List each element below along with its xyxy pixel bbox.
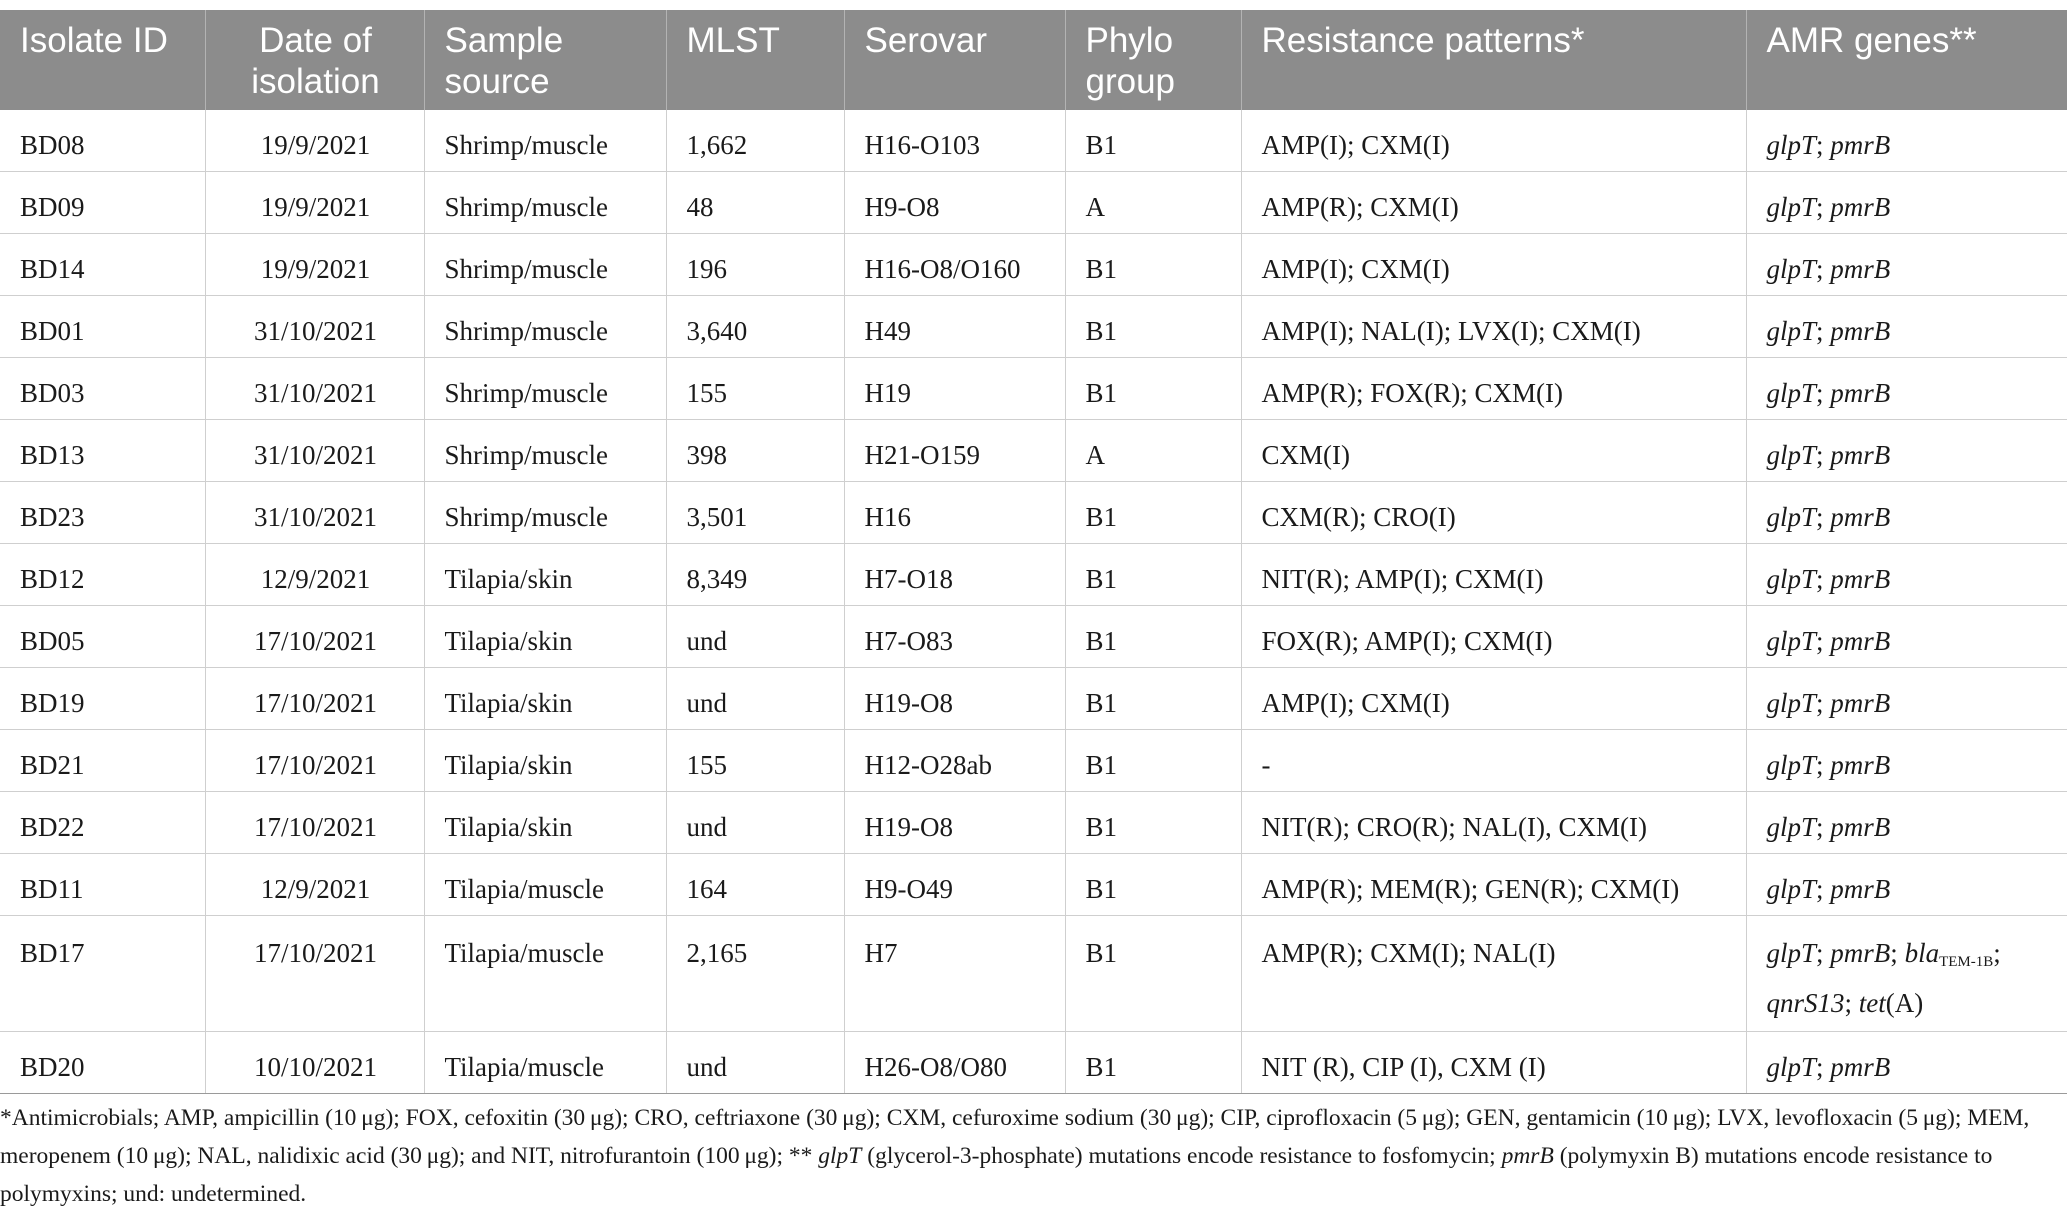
gene-pmrb: pmrB [1830, 688, 1891, 718]
gene-tet-suffix: (A) [1885, 988, 1924, 1018]
gene-pmrb: pmrB [1830, 626, 1891, 656]
header-isolate-id: Isolate ID [0, 10, 205, 110]
gene-pmrb: pmrB [1830, 440, 1891, 470]
cell-serovar: H16 [844, 482, 1065, 544]
cell-isolate-id: BD20 [0, 1032, 205, 1094]
cell-source: Shrimp/muscle [424, 110, 666, 172]
gene-separator: ; [1816, 626, 1831, 656]
cell-resistance: CXM(R); CRO(I) [1241, 482, 1746, 544]
cell-isolate-id: BD23 [0, 482, 205, 544]
data-table-container [0, 10, 2067, 1094]
cell-amr-genes [1746, 792, 2067, 854]
gene-glpt: glpT [1766, 254, 1817, 284]
cell-source: Tilapia/skin [424, 730, 666, 792]
cell-date: 31/10/2021 [205, 358, 424, 420]
gene-glpt: glpT [1766, 378, 1817, 408]
gene-bla-subscript: TEM-1B [1939, 954, 1994, 970]
cell-isolate-id: BD12 [0, 544, 205, 606]
gene-separator: ; [1816, 688, 1831, 718]
cell-serovar: H21-O159 [844, 420, 1065, 482]
cell-resistance: AMP(R); CXM(I); NAL(I) [1241, 916, 1746, 1032]
gene-separator: ; [1816, 750, 1831, 780]
gene-glpt: glpT [1766, 502, 1817, 532]
cell-phylo-group: B1 [1065, 544, 1241, 606]
header-sample-source: Sample source [424, 10, 666, 110]
cell-date: 17/10/2021 [205, 792, 424, 854]
gene-separator: ; [1816, 378, 1831, 408]
cell-resistance: AMP(R); CXM(I) [1241, 172, 1746, 234]
gene-glpt: glpT [1766, 564, 1817, 594]
cell-isolate-id: BD05 [0, 606, 205, 668]
cell-mlst: 155 [666, 358, 844, 420]
cell-date: 12/9/2021 [205, 854, 424, 916]
cell-date: 31/10/2021 [205, 296, 424, 358]
cell-phylo-group: B1 [1065, 730, 1241, 792]
cell-date: 19/9/2021 [205, 234, 424, 296]
table-row [0, 420, 2067, 482]
gene-separator: ; [1816, 938, 1831, 968]
table-row [0, 792, 2067, 854]
cell-amr-genes [1746, 916, 2067, 1032]
gene-pmrb: pmrB [1830, 750, 1891, 780]
cell-date: 19/9/2021 [205, 172, 424, 234]
cell-amr-genes [1746, 1032, 2067, 1094]
cell-isolate-id: BD13 [0, 420, 205, 482]
cell-amr-genes [1746, 482, 2067, 544]
cell-source: Tilapia/skin [424, 792, 666, 854]
cell-source: Tilapia/muscle [424, 916, 666, 1032]
gene-pmrb: pmrB [1830, 502, 1891, 532]
cell-serovar: H9-O8 [844, 172, 1065, 234]
cell-date: 10/10/2021 [205, 1032, 424, 1094]
cell-isolate-id: BD17 [0, 916, 205, 1032]
gene-pmrb: pmrB [1830, 812, 1891, 842]
cell-source: Shrimp/muscle [424, 420, 666, 482]
gene-separator: ; [1816, 316, 1831, 346]
cell-serovar: H19-O8 [844, 668, 1065, 730]
gene-glpt: glpT [1766, 812, 1817, 842]
cell-source: Shrimp/muscle [424, 234, 666, 296]
gene-separator: ; [1816, 564, 1831, 594]
table-footnote [0, 1099, 2040, 1213]
gene-qnrs13: qnrS13 [1766, 988, 1845, 1018]
cell-amr-genes [1746, 172, 2067, 234]
table-row [0, 730, 2067, 792]
gene-glpt: glpT [1766, 750, 1817, 780]
table-body [0, 110, 2067, 1094]
cell-phylo-group: B1 [1065, 606, 1241, 668]
cell-serovar: H19 [844, 358, 1065, 420]
cell-mlst: und [666, 606, 844, 668]
header-resistance-patterns: Resistance patterns* [1241, 10, 1746, 110]
cell-amr-genes [1746, 544, 2067, 606]
cell-resistance: NIT(R); CRO(R); NAL(I), CXM(I) [1241, 792, 1746, 854]
header-serovar: Serovar [844, 10, 1065, 110]
gene-glpt: glpT [1766, 440, 1817, 470]
cell-amr-genes [1746, 606, 2067, 668]
gene-pmrb: pmrB [1830, 192, 1891, 222]
gene-glpt: glpT [1766, 874, 1817, 904]
cell-mlst: 398 [666, 420, 844, 482]
cell-phylo-group: B1 [1065, 792, 1241, 854]
gene-bla: bla [1904, 938, 1940, 968]
gene-glpt: glpT [1766, 626, 1817, 656]
gene-separator: ; [1816, 874, 1831, 904]
gene-separator: ; [1816, 812, 1831, 842]
cell-amr-genes [1746, 420, 2067, 482]
cell-isolate-id: BD09 [0, 172, 205, 234]
cell-resistance: AMP(R); MEM(R); GEN(R); CXM(I) [1241, 854, 1746, 916]
gene-separator: ; [1844, 988, 1859, 1018]
gene-separator: ; [1816, 1052, 1831, 1082]
gene-glpt: glpT [1766, 1052, 1817, 1082]
cell-serovar: H7-O18 [844, 544, 1065, 606]
cell-mlst: 1,662 [666, 110, 844, 172]
gene-pmrb: pmrB [1830, 378, 1891, 408]
cell-mlst: 196 [666, 234, 844, 296]
header-row [0, 10, 2067, 110]
cell-isolate-id: BD21 [0, 730, 205, 792]
gene-pmrb: pmrB [1830, 938, 1891, 968]
gene-separator: ; [1816, 130, 1831, 160]
cell-phylo-group: B1 [1065, 668, 1241, 730]
cell-date: 17/10/2021 [205, 668, 424, 730]
footnote-glpt: glpT [818, 1143, 862, 1169]
gene-glpt: glpT [1766, 192, 1817, 222]
table-row [0, 172, 2067, 234]
cell-amr-genes [1746, 234, 2067, 296]
cell-date: 12/9/2021 [205, 544, 424, 606]
cell-amr-genes [1746, 854, 2067, 916]
cell-source: Tilapia/skin [424, 606, 666, 668]
cell-isolate-id: BD03 [0, 358, 205, 420]
cell-phylo-group: B1 [1065, 296, 1241, 358]
header-date-of-isolation: Date of isolation [205, 10, 424, 110]
cell-amr-genes [1746, 668, 2067, 730]
cell-phylo-group: A [1065, 172, 1241, 234]
header-mlst: MLST [666, 10, 844, 110]
gene-pmrb: pmrB [1830, 874, 1891, 904]
cell-resistance: AMP(I); CXM(I) [1241, 234, 1746, 296]
cell-phylo-group: B1 [1065, 1032, 1241, 1094]
cell-mlst: und [666, 792, 844, 854]
cell-serovar: H26-O8/O80 [844, 1032, 1065, 1094]
cell-amr-genes [1746, 358, 2067, 420]
cell-date: 17/10/2021 [205, 730, 424, 792]
footnote-text [0, 1099, 2040, 1213]
cell-phylo-group: B1 [1065, 854, 1241, 916]
table-row [0, 1032, 2067, 1094]
cell-source: Tilapia/skin [424, 544, 666, 606]
gene-separator: ; [1816, 192, 1831, 222]
gene-separator: ; [1816, 440, 1831, 470]
cell-phylo-group: B1 [1065, 916, 1241, 1032]
cell-source: Shrimp/muscle [424, 296, 666, 358]
table-row [0, 854, 2067, 916]
cell-source: Tilapia/muscle [424, 854, 666, 916]
gene-glpt: glpT [1766, 688, 1817, 718]
cell-phylo-group: B1 [1065, 358, 1241, 420]
table-row [0, 544, 2067, 606]
cell-isolate-id: BD11 [0, 854, 205, 916]
cell-mlst: 2,165 [666, 916, 844, 1032]
cell-phylo-group: A [1065, 420, 1241, 482]
cell-resistance: AMP(R); FOX(R); CXM(I) [1241, 358, 1746, 420]
table-row [0, 110, 2067, 172]
footnote-pmrb: pmrB [1501, 1143, 1554, 1169]
cell-serovar: H16-O8/O160 [844, 234, 1065, 296]
cell-source: Tilapia/muscle [424, 1032, 666, 1094]
cell-serovar: H9-O49 [844, 854, 1065, 916]
cell-serovar: H7-O83 [844, 606, 1065, 668]
table-header [0, 10, 2067, 110]
gene-separator: ; [1993, 938, 2001, 968]
cell-serovar: H7 [844, 916, 1065, 1032]
cell-mlst: 155 [666, 730, 844, 792]
table-row [0, 296, 2067, 358]
cell-resistance: FOX(R); AMP(I); CXM(I) [1241, 606, 1746, 668]
cell-serovar: H19-O8 [844, 792, 1065, 854]
cell-isolate-id: BD14 [0, 234, 205, 296]
gene-pmrb: pmrB [1830, 1052, 1891, 1082]
gene-pmrb: pmrB [1830, 316, 1891, 346]
cell-serovar: H16-O103 [844, 110, 1065, 172]
cell-amr-genes [1746, 110, 2067, 172]
cell-source: Shrimp/muscle [424, 482, 666, 544]
cell-source: Shrimp/muscle [424, 358, 666, 420]
cell-resistance: - [1241, 730, 1746, 792]
gene-separator: ; [1816, 502, 1831, 532]
table-row [0, 234, 2067, 296]
cell-mlst: 164 [666, 854, 844, 916]
gene-pmrb: pmrB [1830, 130, 1891, 160]
cell-isolate-id: BD08 [0, 110, 205, 172]
table-row [0, 358, 2067, 420]
gene-pmrb: pmrB [1830, 254, 1891, 284]
footnote-pmrb-desc: (polymyxin B) mutations encode resistance to polymyxins; und: undetermined. [0, 1143, 1993, 1207]
cell-phylo-group: B1 [1065, 482, 1241, 544]
cell-isolate-id: BD19 [0, 668, 205, 730]
cell-serovar: H49 [844, 296, 1065, 358]
header-amr-genes: AMR genes** [1746, 10, 2067, 110]
gene-glpt: glpT [1766, 938, 1817, 968]
cell-phylo-group: B1 [1065, 110, 1241, 172]
gene-separator: ; [1816, 254, 1831, 284]
cell-mlst: 48 [666, 172, 844, 234]
cell-mlst: und [666, 668, 844, 730]
cell-phylo-group: B1 [1065, 234, 1241, 296]
cell-amr-genes [1746, 730, 2067, 792]
gene-separator: ; [1890, 938, 1905, 968]
isolates-table [0, 10, 2067, 1094]
cell-date: 17/10/2021 [205, 916, 424, 1032]
cell-mlst: 8,349 [666, 544, 844, 606]
cell-source: Shrimp/muscle [424, 172, 666, 234]
gene-tet: tet [1858, 988, 1886, 1018]
cell-isolate-id: BD22 [0, 792, 205, 854]
cell-serovar: H12-O28ab [844, 730, 1065, 792]
footnote-glpt-desc: (glycerol-3-phosphate) mutations encode resistance to fosfomycin; [861, 1143, 1502, 1169]
table-row [0, 916, 2067, 1032]
cell-resistance: AMP(I); NAL(I); LVX(I); CXM(I) [1241, 296, 1746, 358]
cell-date: 19/9/2021 [205, 110, 424, 172]
cell-date: 17/10/2021 [205, 606, 424, 668]
footnote-antimicrobials: *Antimicrobials; AMP, ampicillin (10 μg); FOX, cefoxitin (30 μg); CRO, ceftriaxone (30 μg); CXM, cefuroxime sodium (30 μg); CIP, ciprofloxacin (5 μg); GEN, gentamicin (10 μg); LVX, levofloxacin (5 μg); MEM, meropenem (10 μg); NAL, nalidixic acid (30 μg); and NIT, nitrofurantoin (100 μg); ** [0, 1105, 2030, 1169]
cell-date: 31/10/2021 [205, 420, 424, 482]
table-row [0, 668, 2067, 730]
table-row [0, 606, 2067, 668]
cell-resistance: AMP(I); CXM(I) [1241, 110, 1746, 172]
gene-glpt: glpT [1766, 316, 1817, 346]
gene-pmrb: pmrB [1830, 564, 1891, 594]
cell-resistance: CXM(I) [1241, 420, 1746, 482]
cell-resistance: NIT (R), CIP (I), CXM (I) [1241, 1032, 1746, 1094]
cell-resistance: NIT(R); AMP(I); CXM(I) [1241, 544, 1746, 606]
cell-source: Tilapia/skin [424, 668, 666, 730]
table-row [0, 482, 2067, 544]
header-phylo-group: Phylo group [1065, 10, 1241, 110]
cell-date: 31/10/2021 [205, 482, 424, 544]
gene-glpt: glpT [1766, 130, 1817, 160]
cell-mlst: und [666, 1032, 844, 1094]
cell-resistance: AMP(I); CXM(I) [1241, 668, 1746, 730]
cell-mlst: 3,501 [666, 482, 844, 544]
cell-isolate-id: BD01 [0, 296, 205, 358]
cell-amr-genes [1746, 296, 2067, 358]
cell-mlst: 3,640 [666, 296, 844, 358]
